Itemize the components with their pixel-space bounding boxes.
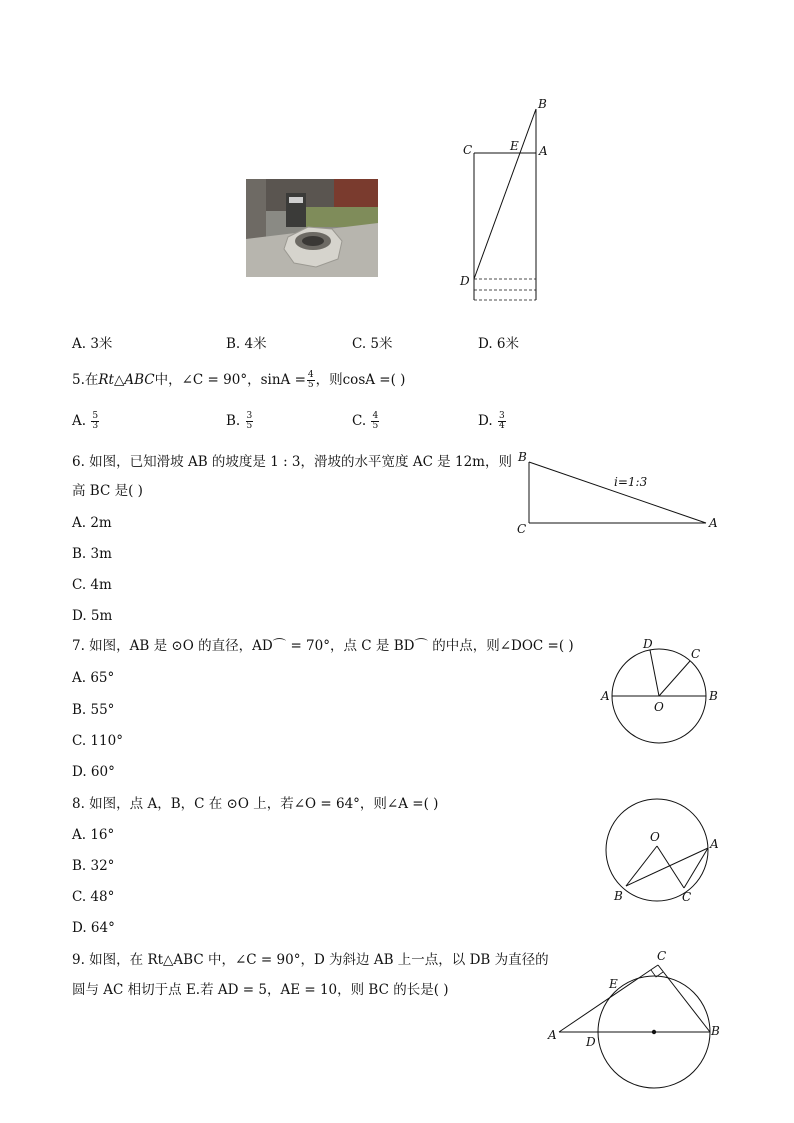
- q5-num: 5.: [72, 372, 85, 388]
- label-b: B: [538, 97, 547, 111]
- well-photo-icon: [246, 179, 378, 277]
- q9-stem-line2: 圆与 AC 相切于点 E.若 AD = 5，AE = 10，则 BC 的长是( ): [72, 982, 449, 998]
- q5-tri: △: [113, 372, 125, 388]
- q6-option-a[interactable]: A. 2m: [72, 515, 112, 531]
- q5-sin-num: 4: [307, 370, 314, 380]
- label-slope: i=1:3: [614, 475, 648, 489]
- q5-comma: ，: [247, 372, 261, 388]
- q4-option-c[interactable]: C. 5米: [352, 336, 393, 352]
- label-a: A: [539, 144, 548, 158]
- q5-option-d[interactable]: [478, 412, 507, 431]
- q5-option-d-num: 3: [498, 411, 505, 421]
- q5-option-a-frac: [91, 412, 99, 431]
- label-b: B: [709, 689, 718, 703]
- q8-option-c[interactable]: C. 48°: [72, 889, 115, 905]
- label-a: A: [709, 516, 718, 530]
- q5-ze: ，则: [315, 372, 343, 388]
- label-a: A: [601, 689, 610, 703]
- label-o: O: [654, 700, 664, 714]
- q7-option-b[interactable]: B. 55°: [72, 702, 115, 718]
- q5-option-c-letter: C.: [352, 413, 367, 429]
- radius-oc: [659, 661, 690, 696]
- line-oc: [657, 846, 684, 888]
- label-a: A: [548, 1028, 557, 1042]
- line-ab: [626, 848, 708, 886]
- q5-option-c-frac: [371, 412, 379, 431]
- center-dot: [652, 1030, 656, 1034]
- q5-sin-den: 5: [307, 380, 314, 390]
- label-o: O: [650, 830, 660, 844]
- q5-pre: 在: [84, 372, 99, 388]
- q4-option-d[interactable]: D. 6米: [478, 336, 520, 352]
- q6-option-b[interactable]: B. 3m: [72, 546, 112, 562]
- q5-option-c[interactable]: [352, 412, 380, 431]
- label-d: D: [460, 274, 470, 288]
- q4-option-b[interactable]: B. 4米: [226, 336, 267, 352]
- label-a: A: [710, 837, 719, 851]
- q9-diagram: [545, 945, 725, 1093]
- label-c: C: [657, 949, 667, 963]
- line-ba: [529, 462, 706, 523]
- line-ac: [559, 965, 658, 1032]
- q5-option-a[interactable]: [72, 412, 100, 431]
- q7-stem: 7. 如图，AB 是 ⊙O 的直径，AD⌒ = 70°，点 C 是 BD⌒ 的中点，则∠DOC =( ): [72, 638, 574, 654]
- q5-option-b[interactable]: [226, 412, 254, 431]
- line-cb: [658, 965, 710, 1032]
- q5-option-b-letter: B.: [226, 413, 241, 429]
- label-b: B: [518, 450, 527, 464]
- q8-option-d[interactable]: D. 64°: [72, 920, 115, 936]
- q5-option-b-den: 5: [246, 421, 253, 431]
- q5-option-a-num: 5: [92, 411, 99, 421]
- q5-cos: cosA =: [342, 372, 391, 388]
- q6-stem-line1: 6. 如图，已知滑坡 AB 的坡度是 1 : 3，滑坡的水平宽度 AC 是 12m，则: [72, 454, 512, 470]
- q5-option-d-frac: [498, 412, 506, 431]
- q7-diagram: [598, 635, 728, 750]
- q5-option-b-frac: [246, 412, 254, 431]
- q7-option-d[interactable]: D. 60°: [72, 764, 115, 780]
- line-ob: [626, 846, 657, 886]
- q5-option-c-den: 5: [372, 421, 379, 431]
- label-c: C: [682, 890, 692, 904]
- q5-option-a-letter: A.: [72, 413, 87, 429]
- label-e: E: [510, 139, 519, 153]
- label-d: D: [586, 1035, 596, 1049]
- q5-rt: Rt: [98, 372, 114, 388]
- q8-option-a[interactable]: A. 16°: [72, 827, 115, 843]
- label-c: C: [691, 647, 701, 661]
- q5-option-c-num: 4: [372, 411, 379, 421]
- circle-o: [606, 799, 708, 901]
- line-db: [474, 109, 536, 279]
- q5-stem: [72, 370, 405, 390]
- q8-stem: 8. 如图，点 A，B，C 在 ⊙O 上，若∠O = 64°，则∠A =( ): [72, 796, 439, 812]
- q5-angle: ∠C = 90°: [181, 372, 248, 388]
- q5-zhong: 中，: [154, 372, 182, 388]
- q6-stem-line2: 高 BC 是( ): [72, 483, 143, 499]
- radius-od: [650, 650, 659, 696]
- label-b: B: [711, 1024, 720, 1038]
- label-e: E: [609, 977, 618, 991]
- label-b: B: [614, 889, 623, 903]
- q7-option-a[interactable]: A. 65°: [72, 670, 115, 686]
- q5-sin: sinA =: [260, 372, 306, 388]
- q5-option-b-num: 3: [246, 411, 253, 421]
- q6-option-c[interactable]: C. 4m: [72, 577, 112, 593]
- q9-stem-line1: 9. 如图，在 Rt△ABC 中，∠C = 90°，D 为斜边 AB 上一点，以 DB 为直径的: [72, 952, 549, 968]
- label-c: C: [463, 143, 473, 157]
- q5-paren: ( ): [390, 372, 406, 388]
- q5-option-a-den: 3: [92, 421, 99, 431]
- q4-diagram: [455, 95, 555, 310]
- q6-option-d[interactable]: D. 5m: [72, 608, 113, 624]
- q7-option-c[interactable]: C. 110°: [72, 733, 123, 749]
- q8-option-b[interactable]: B. 32°: [72, 858, 115, 874]
- q5-sin-fraction: [307, 371, 315, 390]
- q4-option-a[interactable]: A. 3米: [72, 336, 113, 352]
- q6-diagram: [510, 448, 725, 538]
- q5-option-d-den: 4: [498, 421, 505, 431]
- q5-abc: ABC: [124, 372, 155, 388]
- label-d: D: [643, 637, 653, 651]
- label-c: C: [517, 522, 527, 536]
- q5-option-d-letter: D.: [478, 413, 493, 429]
- q8-diagram: [598, 796, 728, 908]
